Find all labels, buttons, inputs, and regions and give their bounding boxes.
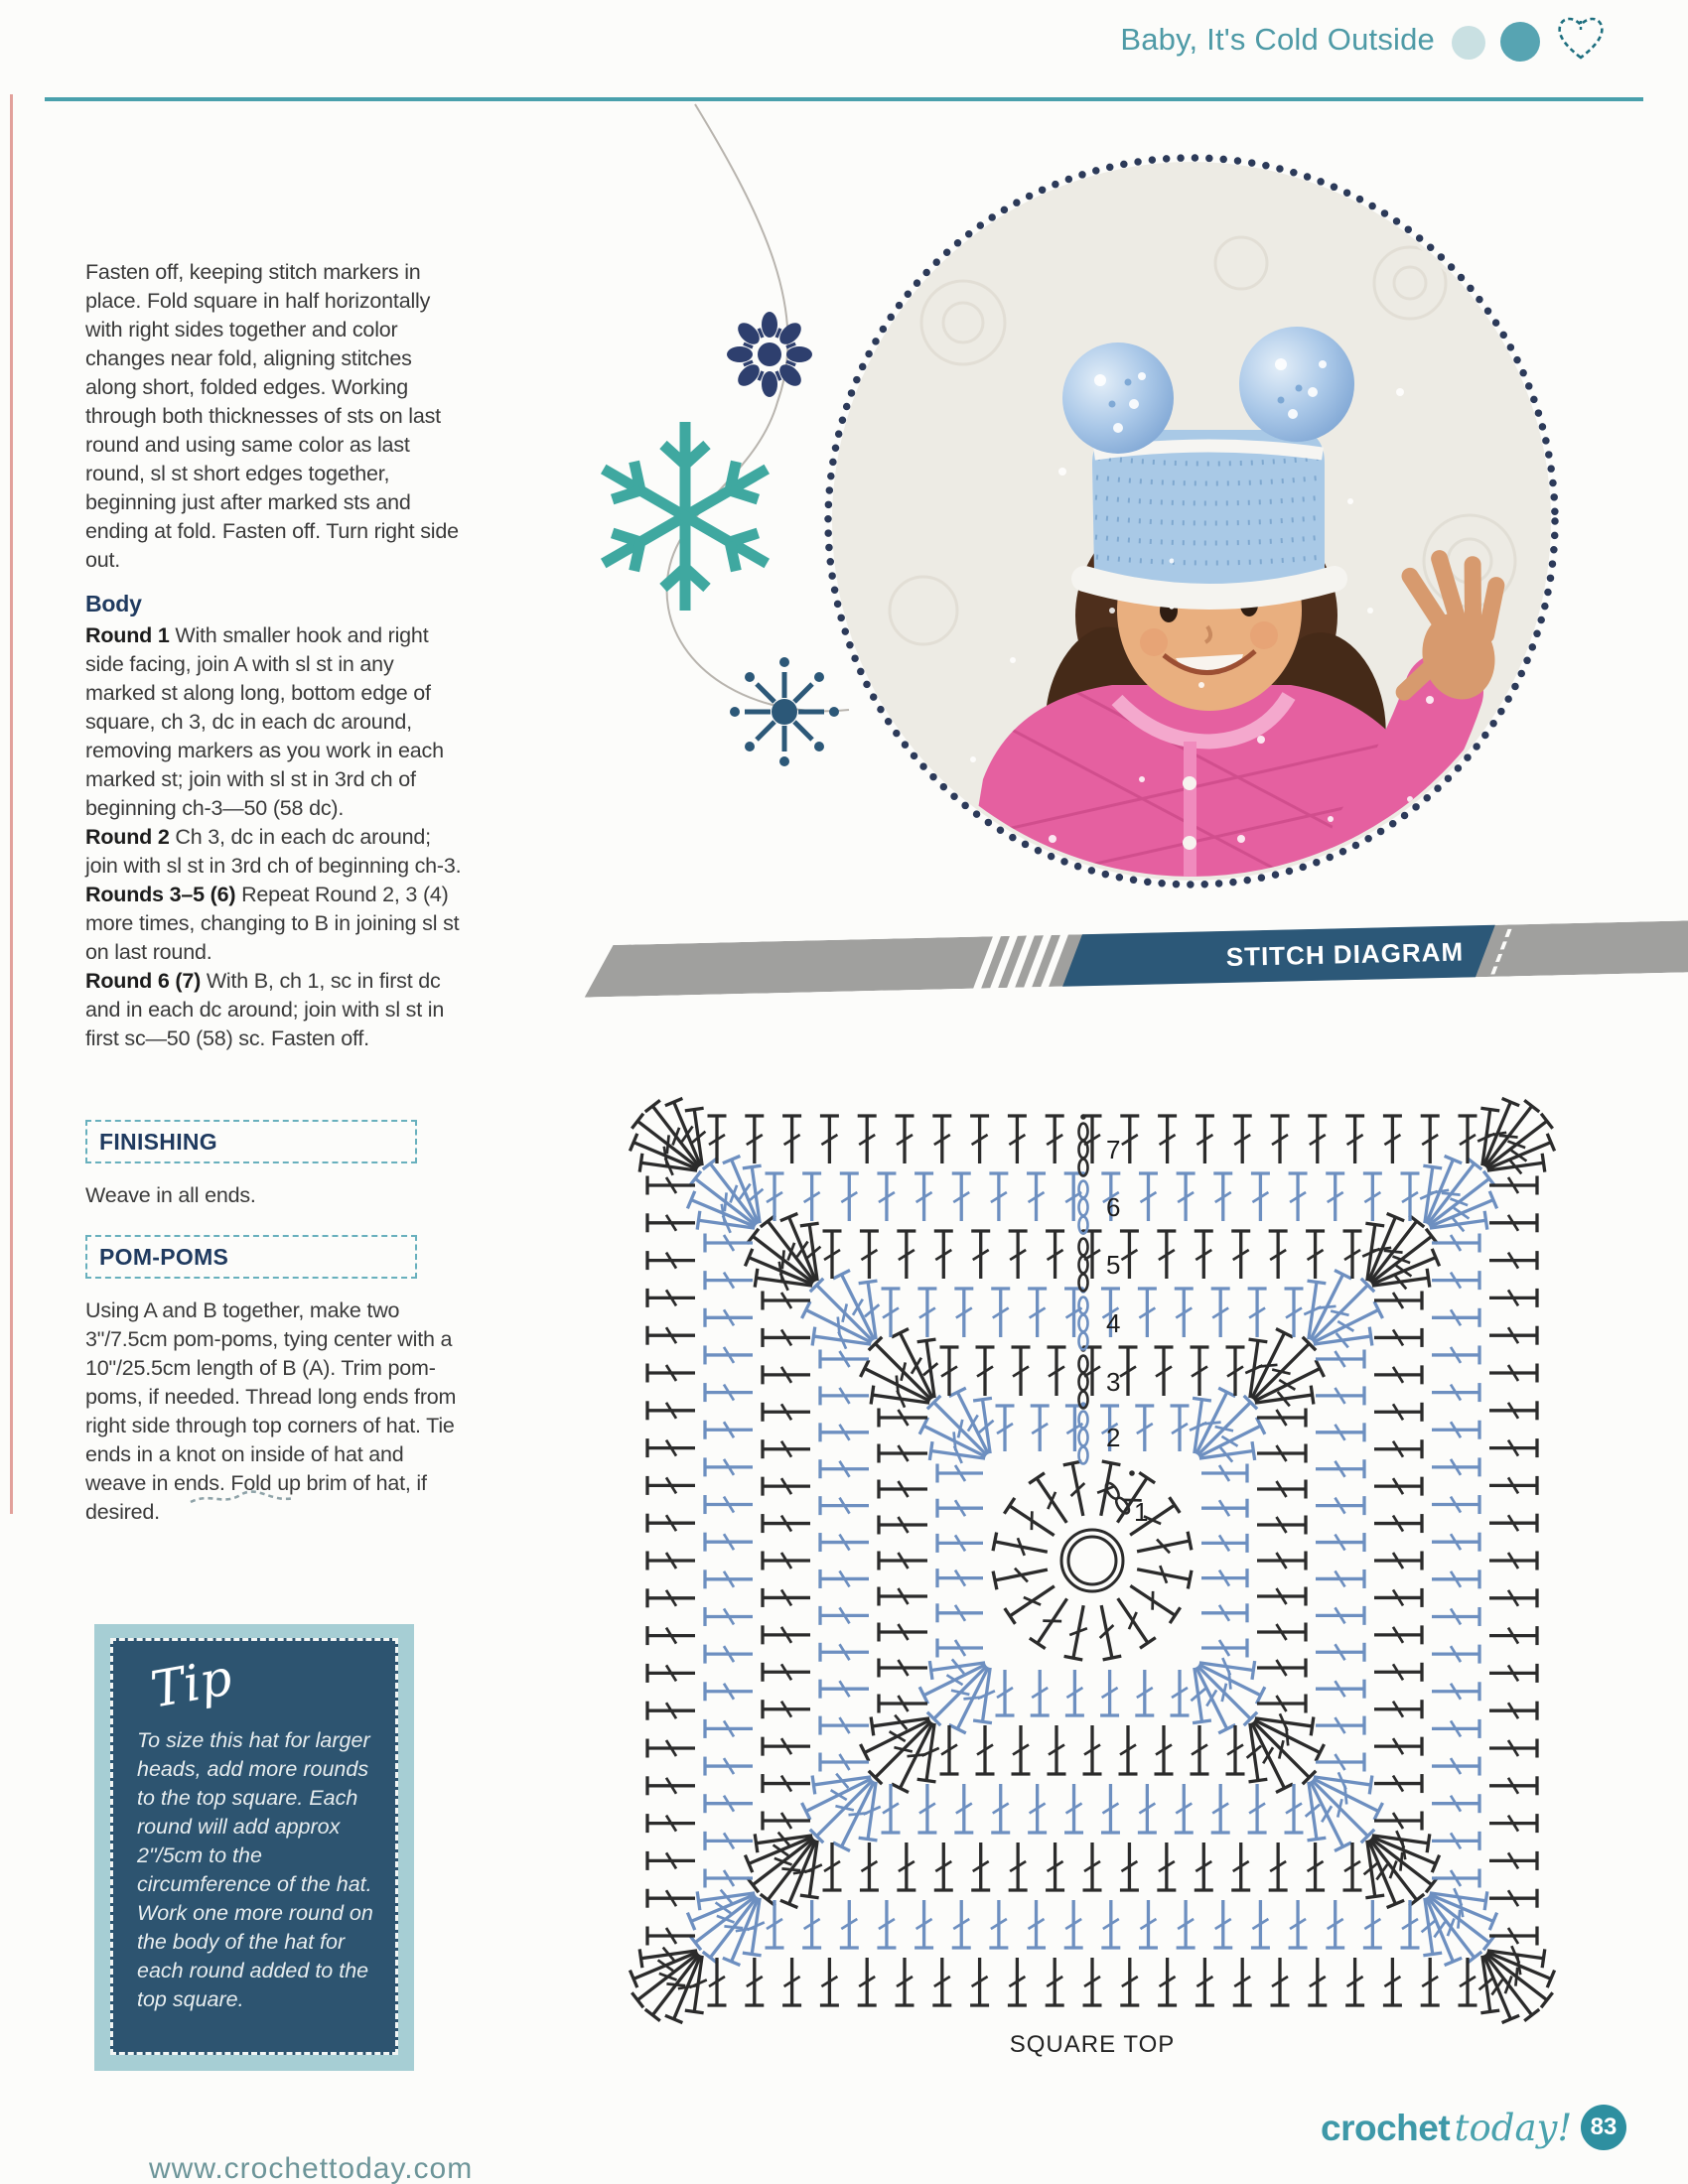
round-text: With B, ch 1, sc in first dc and in each dc around; join with sl st in first sc—50 (58) sc. Fasten off. [85, 969, 445, 1050]
tip-text: To size this hat for larger heads, add more rounds to the top square. Each round will add approx 2"/5cm to the circumference of the hat. Work one more round on the body of the hat for each round added to the top square. [137, 1728, 373, 2011]
pompom-left [1062, 342, 1174, 454]
stitch-doodle-icon [189, 1489, 298, 1509]
snowflake-icon-teal [596, 422, 777, 611]
pompom-right [1239, 327, 1354, 442]
svg-text:7: 7 [1106, 1135, 1121, 1164]
rounds-3-5-paragraph [85, 881, 465, 967]
round-label: Round 1 [85, 623, 170, 647]
round-6-paragraph [85, 967, 465, 1053]
tip-title: Tip [146, 1648, 236, 1719]
svg-text:2: 2 [1106, 1423, 1121, 1452]
brand-word-today: today! [1454, 2107, 1573, 2149]
stitch-diagram-banner [584, 920, 1688, 997]
svg-text:4: 4 [1106, 1308, 1121, 1338]
body-heading: Body [85, 591, 142, 616]
round-label: Round 2 [85, 825, 170, 849]
stitch-diagram-chart [626, 1070, 1559, 2028]
heart-icon [1555, 14, 1607, 64]
footer-brand [1321, 2107, 1572, 2149]
pompoms-text: Using A and B together, make two 3"/7.5cm pom-poms, tying center with a 10"/25.5cm length of B (A). Trim pom-poms, if needed. Thread long ends from right side through top corners of hat. Tie ends in a knot on inside of hat and weave in ends. Fold up brim of hat, if desired. [85, 1298, 457, 1524]
page-title: Baby, It's Cold Outside [1120, 22, 1435, 57]
body-section [85, 590, 465, 1053]
tip-inner-panel [110, 1638, 398, 2055]
finishing-heading: FINISHING [85, 1120, 417, 1163]
round-label: Round 6 (7) [85, 969, 202, 993]
snowflake-icon-navy-top [727, 312, 812, 397]
dot-icon-light [1452, 26, 1485, 60]
round-text: Ch 3, dc in each dc around; join with sl st in 3rd ch of beginning ch-3. [85, 825, 462, 878]
page-edge-line [10, 94, 13, 1514]
tip-box [94, 1624, 414, 2071]
dot-icon-teal [1500, 22, 1540, 62]
round-label: Rounds 3–5 (6) [85, 883, 236, 906]
round-text: With smaller hook and right side facing, join A with sl st in any marked st along long, bottom edge of square, ch 3, dc in each dc around, removing markers as you work in each marked st; join with sl st in 3rd ch of beginning ch-3—50 (58 dc). [85, 623, 444, 820]
diagram-caption: SQUARE TOP [1009, 2031, 1176, 2058]
page-number-badge: 83 [1581, 2105, 1626, 2150]
svg-text:5: 5 [1106, 1250, 1121, 1280]
round-1-paragraph [85, 621, 465, 823]
footer-url: www.crochettoday.com [149, 2152, 474, 2184]
brand-word-crochet: crochet [1321, 2108, 1451, 2148]
photo-illustration [814, 144, 1569, 898]
finishing-text: Weave in all ends. [85, 1183, 256, 1207]
svg-text:3: 3 [1106, 1367, 1121, 1397]
pompoms-heading: POM-POMS [85, 1235, 417, 1279]
banner-tab [1062, 925, 1495, 987]
round-text: Repeat Round 2, 3 (4) more times, changing to B in joining sl st on last round. [85, 883, 460, 964]
intro-paragraph: Fasten off, keeping stitch markers in place. Fold square in half horizontally with right sides together and color changes near fold, aligning stitches along short, folded edges. Working through both thicknesses of sts on last round and using same color as last round, sl st short edges together, beginning just after marked sts and ending at fold. Fasten off. Turn right side out. [85, 260, 459, 572]
banner-label: STITCH DIAGRAM [1225, 936, 1465, 972]
round-2-paragraph [85, 823, 465, 881]
svg-text:1: 1 [1134, 1497, 1149, 1527]
svg-text:6: 6 [1106, 1192, 1121, 1222]
